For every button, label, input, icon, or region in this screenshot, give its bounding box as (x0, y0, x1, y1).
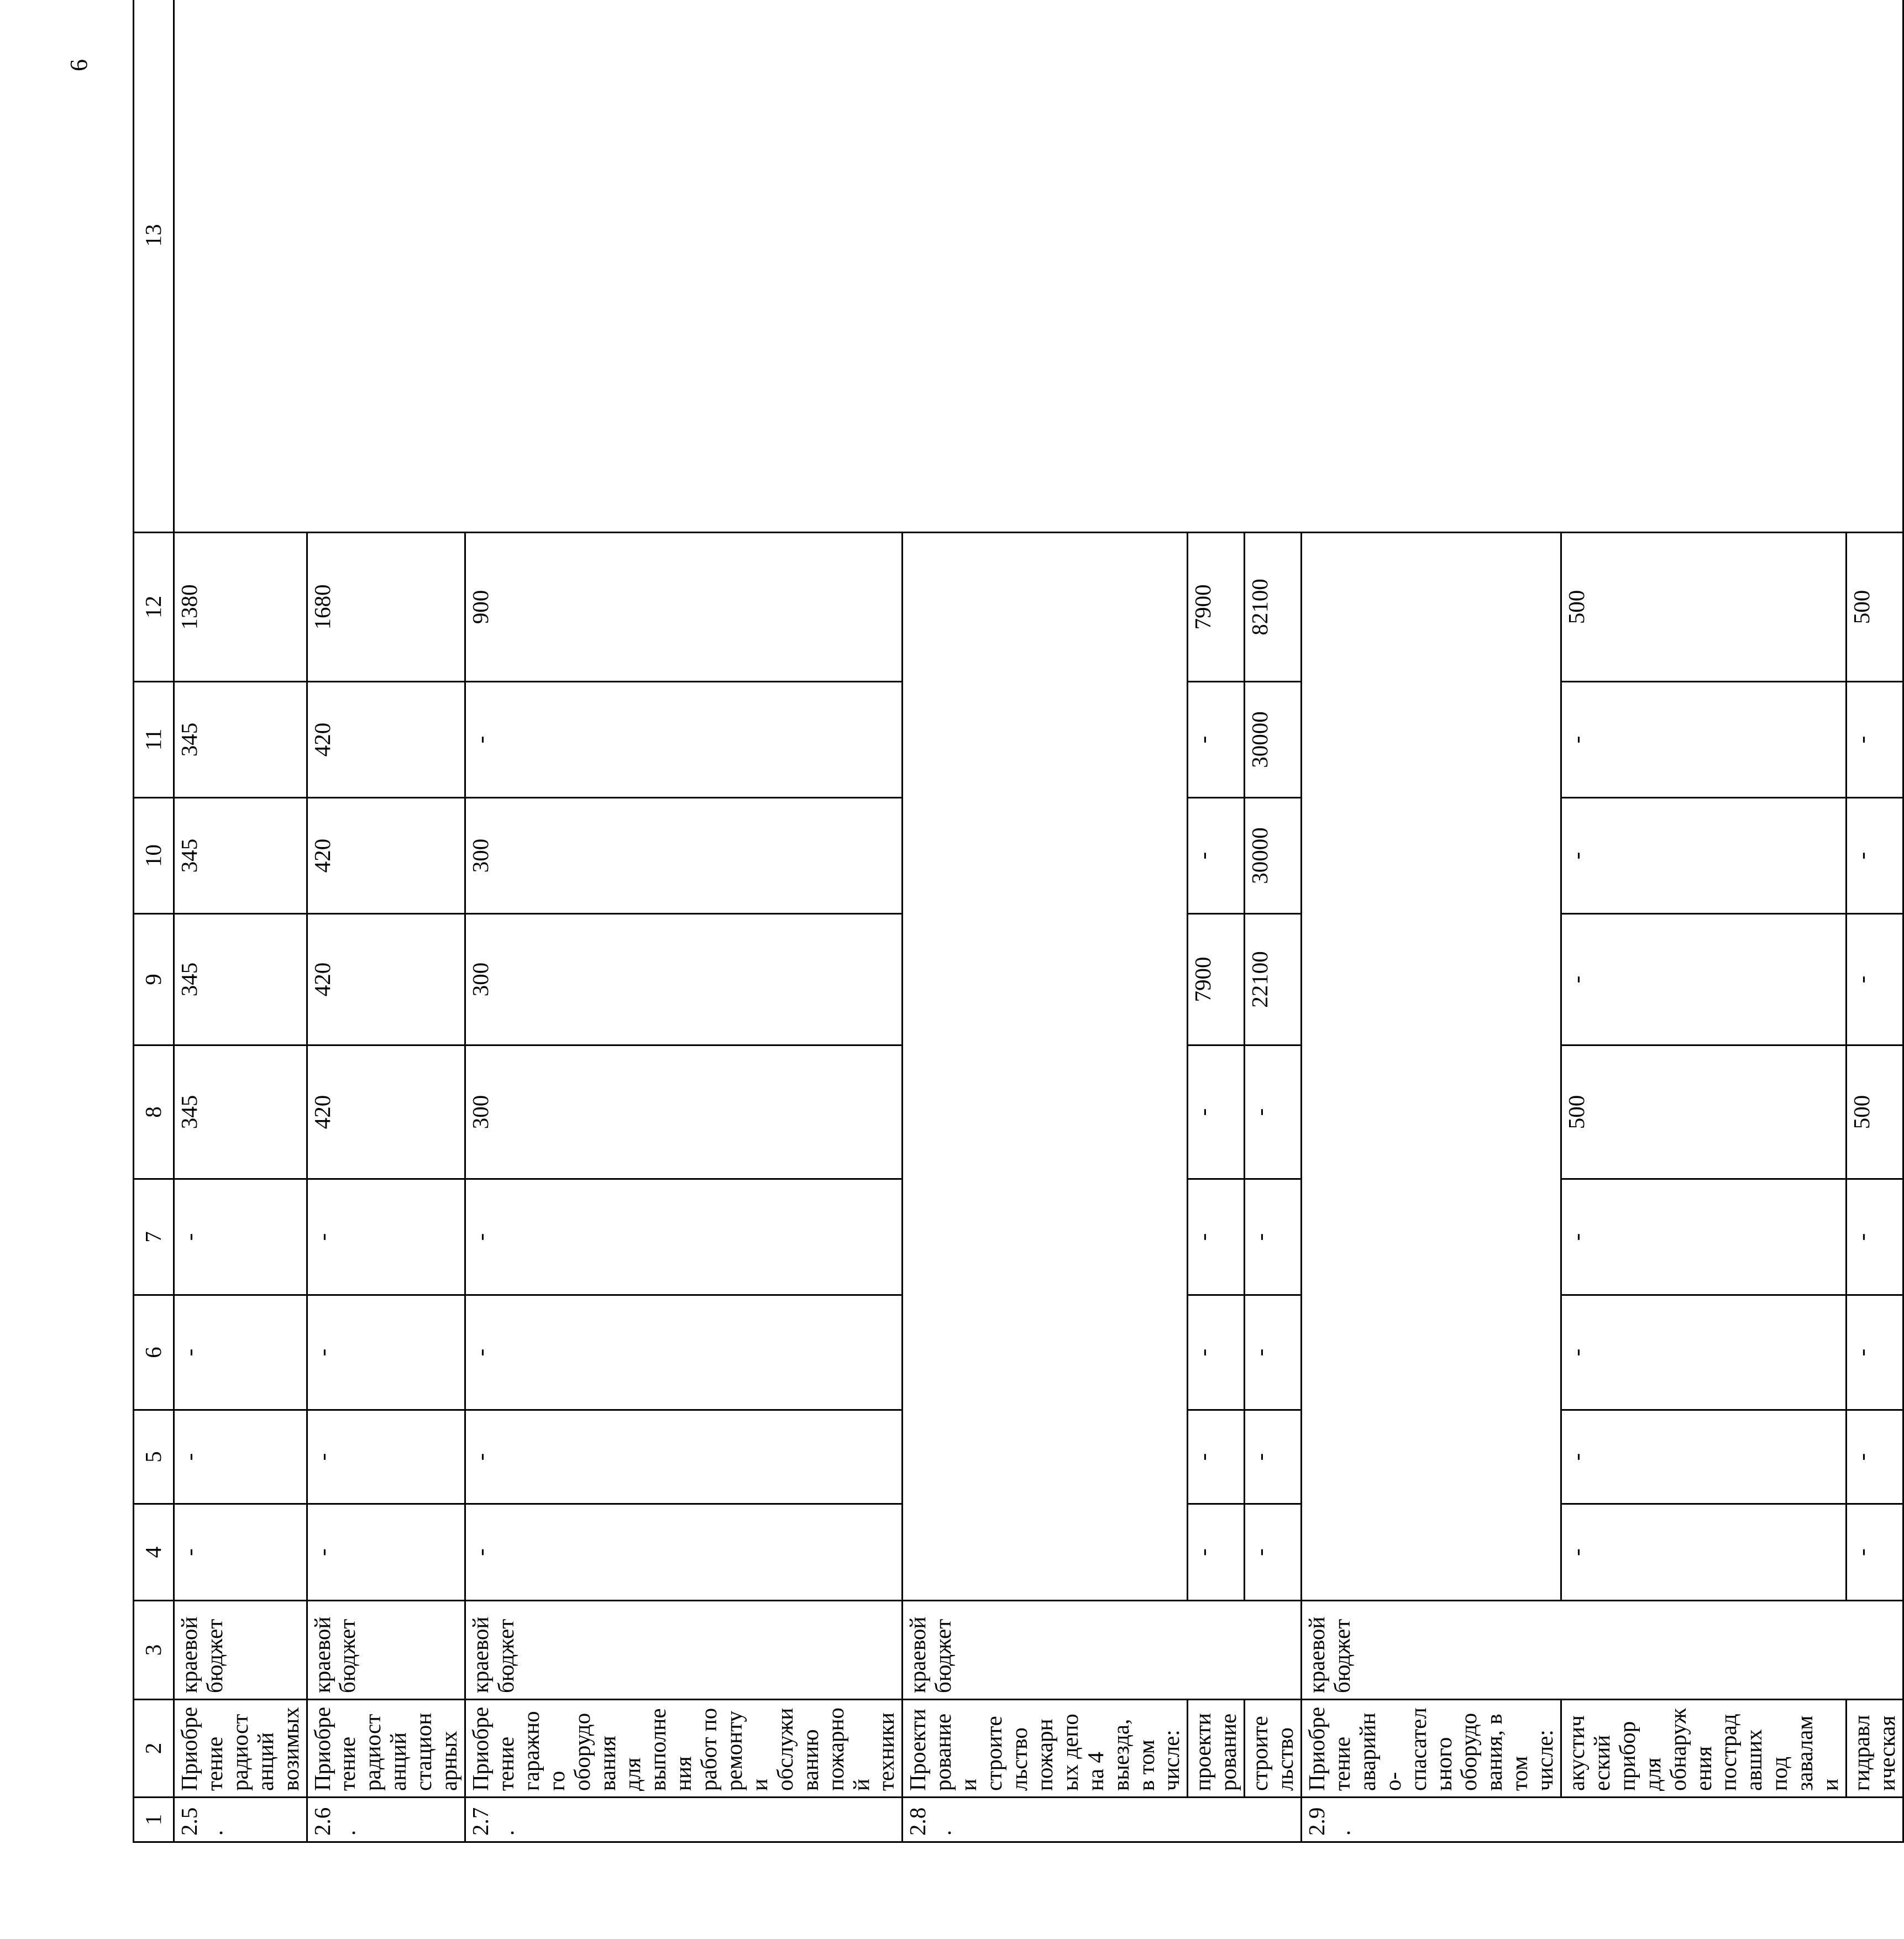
value-cell: 300 (465, 1045, 902, 1179)
row-number: 2.6. (307, 1798, 465, 1842)
value-cell: 420 (307, 798, 465, 914)
header-cell: 5 (134, 1410, 174, 1504)
value-cell: 345 (174, 682, 307, 798)
header-cell: 8 (134, 1045, 174, 1179)
funding-source: краевой бюджет (903, 1601, 1302, 1700)
value-cell: - (1188, 682, 1245, 798)
value-cell: 900 (465, 533, 902, 682)
value-cell: 30000 (1245, 682, 1302, 798)
value-cell: - (1188, 1179, 1245, 1295)
value-cell: - (465, 1410, 902, 1504)
funding-source: краевой бюджет (174, 1601, 307, 1700)
header-cell: 12 (134, 533, 174, 682)
value-cell: - (1561, 1179, 1847, 1295)
value-cell: 1380 (174, 533, 307, 682)
value-cell: - (1561, 914, 1847, 1045)
funding-source: краевой бюджет (465, 1601, 902, 1700)
value-cell: 1680 (307, 533, 465, 682)
row-name: Приобретение радиостанций стационарных (307, 1700, 465, 1798)
row-name: Приобретение аварийно-спасательного оборудования, в том числе: (1301, 1700, 1561, 1798)
value-cell: - (174, 1410, 307, 1504)
row-subname: строительство (1245, 1700, 1302, 1798)
value-cell: - (1561, 682, 1847, 798)
empty-values (1301, 533, 1561, 1601)
value-cell: 300 (465, 914, 902, 1045)
value-cell: - (1847, 1504, 1903, 1601)
value-cell: - (465, 1179, 902, 1295)
header-cell: 4 (134, 1504, 174, 1601)
header-cell: 13 (134, 0, 174, 533)
value-cell: - (1561, 1410, 1847, 1504)
value-cell: 300 (465, 798, 902, 914)
value-cell: - (1188, 1295, 1245, 1410)
header-cell: 3 (134, 1601, 174, 1700)
value-cell: - (1847, 914, 1903, 1045)
value-cell: 7900 (1188, 533, 1245, 682)
value-cell: - (174, 1179, 307, 1295)
header-cell: 2 (134, 1700, 174, 1798)
value-cell: - (1188, 1410, 1245, 1504)
page-number: 6 (65, 59, 92, 71)
header-row (134, 0, 174, 1842)
row-subname: акустический прибор для обнаружения пострадавших под завалами (1561, 1700, 1847, 1798)
funding-source: краевой бюджет (1301, 1601, 1903, 1700)
value-cell: - (465, 1295, 902, 1410)
header-cell: 1 (134, 1798, 174, 1842)
value-cell: - (174, 1504, 307, 1601)
value-cell: - (1561, 798, 1847, 914)
row-number: 2.8. (903, 1798, 1302, 1842)
value-cell: - (1561, 1295, 1847, 1410)
header-cell: 10 (134, 798, 174, 914)
row-number: 2.7. (465, 1798, 902, 1842)
header-cell: 7 (134, 1179, 174, 1295)
value-cell: - (1188, 798, 1245, 914)
row-subname: проектирование (1188, 1700, 1245, 1798)
value-cell: 500 (1561, 1045, 1847, 1179)
value-cell: 500 (1847, 533, 1903, 682)
row-number: 2.9. (1301, 1798, 1903, 1842)
value-cell: 420 (307, 1045, 465, 1179)
value-cell: 500 (1561, 533, 1847, 682)
value-cell: - (465, 1504, 902, 1601)
row-number: 2.5. (174, 1798, 307, 1842)
row-name: Приобретение радиостанций возимых (174, 1700, 307, 1798)
value-cell: 345 (174, 798, 307, 914)
value-cell: - (1847, 1179, 1903, 1295)
col13-blank (174, 0, 1903, 533)
header-cell: 6 (134, 1295, 174, 1410)
value-cell: - (465, 682, 902, 798)
value-cell: - (1561, 1504, 1847, 1601)
budget-table (133, 0, 1904, 1843)
row-subname: гидравлическая (1847, 1700, 1903, 1798)
value-cell: - (1245, 1410, 1302, 1504)
row-name: Проектирование и строительство пожарных депо на 4 выезда, в том числе: (903, 1700, 1188, 1798)
value-cell: - (1245, 1504, 1302, 1601)
value-cell: - (1188, 1045, 1245, 1179)
value-cell: - (307, 1179, 465, 1295)
value-cell: - (307, 1295, 465, 1410)
value-cell: - (307, 1504, 465, 1601)
value-cell: - (307, 1410, 465, 1504)
value-cell: - (1847, 1295, 1903, 1410)
value-cell: - (1847, 682, 1903, 798)
value-cell: 500 (1847, 1045, 1903, 1179)
value-cell: 420 (307, 682, 465, 798)
value-cell: - (1245, 1179, 1302, 1295)
value-cell: 82100 (1245, 533, 1302, 682)
value-cell: - (1847, 798, 1903, 914)
empty-values (903, 533, 1188, 1601)
value-cell: 7900 (1188, 914, 1245, 1045)
value-cell: 420 (307, 914, 465, 1045)
funding-source: краевой бюджет (307, 1601, 465, 1700)
value-cell: - (174, 1295, 307, 1410)
value-cell: - (1245, 1295, 1302, 1410)
value-cell: 345 (174, 1045, 307, 1179)
value-cell: 345 (174, 914, 307, 1045)
value-cell: - (1245, 1045, 1302, 1179)
header-cell: 11 (134, 682, 174, 798)
row-name: Приобретение гаражного оборудования для выполнения работ по ремонту и обслуживанию пожарной техники (465, 1700, 902, 1798)
table-row (174, 0, 307, 1842)
value-cell: 30000 (1245, 798, 1302, 914)
value-cell: - (1847, 1410, 1903, 1504)
header-cell: 9 (134, 914, 174, 1045)
value-cell: - (1188, 1504, 1245, 1601)
value-cell: 22100 (1245, 914, 1302, 1045)
